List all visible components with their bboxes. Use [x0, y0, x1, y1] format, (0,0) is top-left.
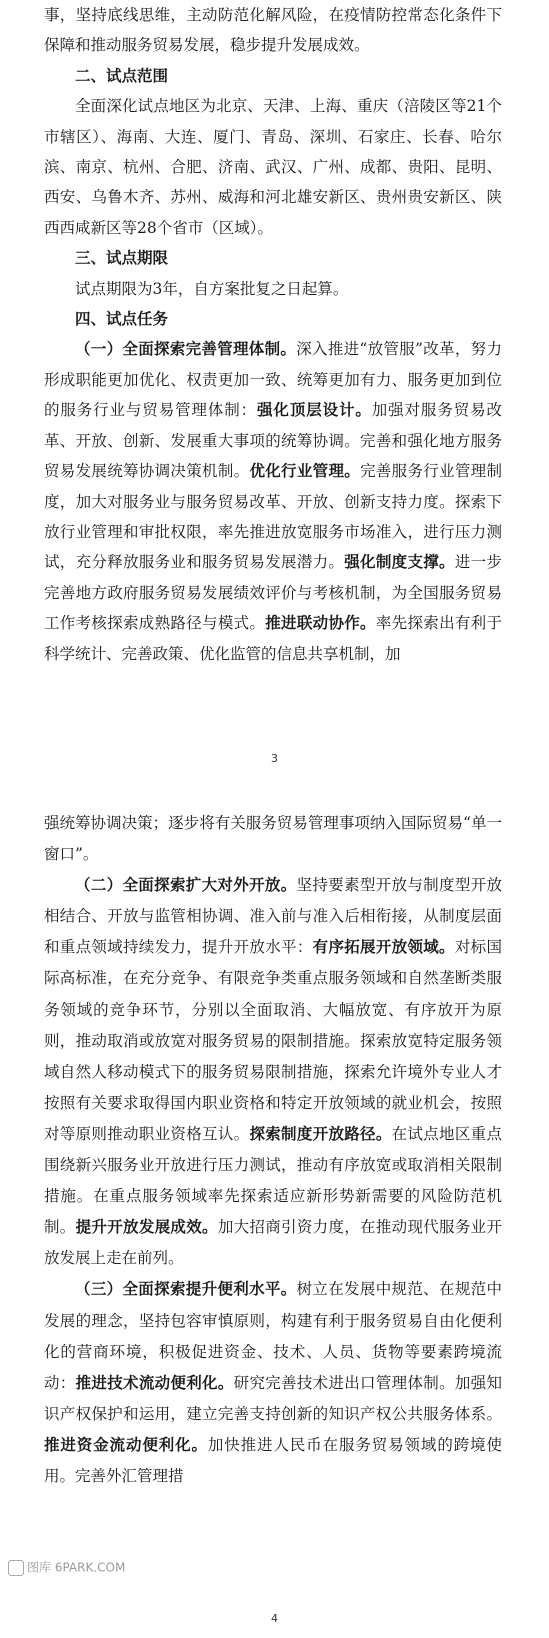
text-run: 坚持要素型开放与制度型开放相结合、开放与监管相协调、准入前与准入后相衔接，从制度层面和重点领域持续发力，提升开放水平： [44, 876, 502, 957]
text-run: 加大招商引资力度，在推动现代服务业开放发展上走在前列。 [44, 1218, 502, 1268]
paragraph: 事，坚持底线思维，主动防范化解风险，在疫情防控常态化条件下保障和推动服务贸易发展，稳步提升发展成效。 [44, 6, 502, 55]
text-run: 进一步完善地方政府服务贸易发展绩效评价与考核机制，为全国服务贸易工作考核探索成熟路径与模式。 [44, 553, 502, 633]
bold-lead-phrase: 有序拓展开放领域。 [312, 938, 455, 957]
text-run: 加快推进人民币在服务贸易领域的跨境使用。完善外汇管理措 [44, 1435, 502, 1485]
page-number: 4 [271, 1612, 278, 1625]
paragraph: 全面深化试点地区为北京、天津、上海、重庆（涪陵区等21个市辖区）、海南、大连、厦门、青岛、深圳、石家庄、长春、哈尔滨、南京、杭州、合肥、济南、武汉、广州、成都、贵阳、昆明、西安、乌鲁木齐、苏州、威海和河北雄安新区、贵州贵安新区、陕西西咸新区等28个省市（区域）。 [44, 97, 502, 237]
document-page-4 [0, 800, 549, 1638]
task-1-paragraph [44, 334, 502, 668]
bold-lead-phrase: 推进资金流动便利化。 [44, 1435, 208, 1454]
text-run: 完善服务行业管理制度，加大对服务业与服务贸易改革、开放、创新支持力度。探索下放行业管理和审批权限，率先推进放宽服务市场准入，进行压力测试，充分释放服务业和服务贸易发展潜力。 [44, 462, 502, 572]
text-run: 树立在发展中规范、在规范中发展的理念，坚持包容审慎原则，构建有利于服务贸易自由化便利化的营商环境，积极促进资金、技术、人员、货物等要素跨境流动： [44, 1280, 502, 1392]
watermark-text: 图库 6PARK.COM [27, 1560, 126, 1575]
text-run: 加强对服务贸易改革、开放、创新、发展重大事项的统筹协调。完善和强化地方服务贸易发展统筹协调决策机制。 [44, 401, 502, 481]
bold-lead-phrase: （三）全面探索提升便利水平。 [75, 1280, 297, 1299]
bold-lead-phrase: 推进联动协作。 [265, 614, 376, 633]
section-heading: 四、试点任务 [75, 310, 169, 329]
task-2-paragraph [44, 870, 502, 1274]
bold-lead-phrase: （二）全面探索扩大对外开放。 [75, 876, 297, 895]
text-run: 在试点地区重点围绕新兴服务业开放进行压力测试，推动有序放宽或取消相关限制措施。在重点服务领域率先探索适应新形势新需要的风险防范机制。 [44, 1124, 502, 1237]
document-page-3 [0, 0, 549, 800]
paragraph: 试点期限为3年，自方案批复之日起算。 [75, 279, 349, 298]
text-run: 深入推进“放管服”改革，努力形成职能更加优化、权责更加一致、统筹更加有力、服务更加到位的服务行业与贸易管理体制： [44, 340, 502, 420]
bold-lead-phrase: 探索制度开放路径。 [249, 1124, 392, 1143]
text-run: 对标国际高标准，在充分竞争、有限竞争类重点服务领域和自然垄断类服务领域的竞争环节，分别以全面取消、大幅放宽、有序放开为原则，推动取消或放宽对服务贸易的限制措施。探索放宽特定服务领域自然人移动模式下的服务贸易限制措施，探索允许境外专业人才按照有关要求取得国内职业资格和特定开放领域的就业机会，按照对等原则推动职业资格互认。 [44, 938, 502, 1143]
bold-lead-phrase: 提升开放发展成效。 [75, 1218, 218, 1237]
bold-lead-phrase: 强化顶层设计。 [257, 401, 372, 420]
page-number: 3 [271, 752, 278, 765]
task-3-paragraph [44, 1274, 502, 1492]
continued-paragraph: 强统筹协调决策；逐步将有关服务贸易管理事项纳入国际贸易“单一窗口”。 [44, 814, 502, 864]
page-3-body [44, 0, 502, 669]
watermark-logo [8, 1560, 125, 1576]
section-heading: 三、试点期限 [75, 249, 169, 268]
text-run: 率先探索出有利于科学统计、完善政策、优化监管的信息共享机制，加 [44, 614, 502, 663]
bold-lead-phrase: 推进技术流动便利化。 [75, 1373, 234, 1392]
page-4-body [44, 808, 502, 1492]
section-heading: 二、试点范围 [75, 66, 169, 85]
text-run: 研究完善技术进出口管理体制。加强知识产权保护和运用，建立完善支持创新的知识产权公共服务体系。 [44, 1373, 502, 1423]
watermark-icon [8, 1560, 24, 1576]
bold-lead-phrase: 强化制度支撑。 [344, 553, 455, 572]
bold-lead-phrase: （一）全面探索完善管理体制。 [75, 340, 297, 359]
bold-lead-phrase: 优化行业管理。 [249, 462, 361, 481]
